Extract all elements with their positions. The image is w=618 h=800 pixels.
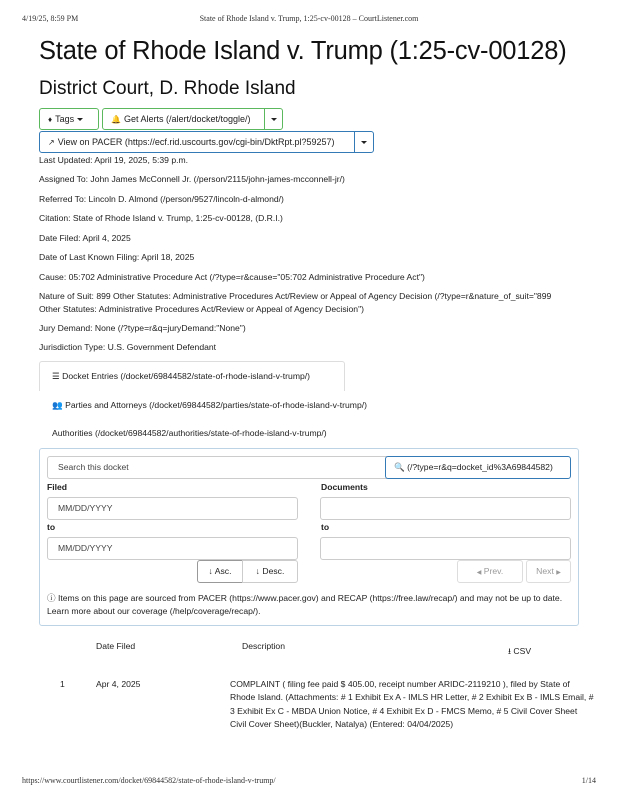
search-input[interactable] xyxy=(47,456,387,479)
next-page-button[interactable] xyxy=(526,560,571,583)
filed-label: Filed xyxy=(47,482,68,492)
documents-to-label: to xyxy=(321,522,330,532)
cause[interactable]: Cause: 05:702 Administrative Procedure Act (/?type=r&cause="05:702 Administrative Procedure Act") xyxy=(39,272,425,282)
documents-from-input[interactable] xyxy=(320,497,571,520)
date-placeholder: MM/DD/YYYY xyxy=(58,503,113,513)
tags-label: Tags xyxy=(55,114,75,124)
caret-left-icon: ◀ xyxy=(476,570,482,576)
print-title: State of Rhode Island v. Trump, 1:25-cv-00128 – CourtListener.com xyxy=(199,14,419,23)
date-filed: Date Filed: April 4, 2025 xyxy=(39,233,131,243)
coverage-notice xyxy=(47,592,572,618)
tab-docket-entries[interactable] xyxy=(52,371,310,382)
print-url: https://www.courtlistener.com/docket/69844582/state-of-rhode-island-v-trump/ xyxy=(22,776,276,785)
pacer-dropdown-toggle[interactable] xyxy=(354,131,374,153)
caret-right-icon: ▶ xyxy=(556,570,561,576)
filed-to-input[interactable] xyxy=(47,537,298,560)
list-icon: ☰ xyxy=(52,371,60,381)
csv-label: CSV xyxy=(513,646,532,656)
chevron-down-icon xyxy=(271,118,277,121)
date-placeholder: MM/DD/YYYY xyxy=(58,543,113,553)
referred-to[interactable]: Referred To: Lincoln D. Almond (/person/9527/lincoln-d-almond/) xyxy=(39,194,284,204)
tab-label: Docket Entries (/docket/69844582/state-of-rhode-island-v-trump/) xyxy=(62,371,311,381)
info-icon: ⓘ xyxy=(47,593,56,603)
print-datetime: 4/19/25, 8:59 PM xyxy=(22,14,79,23)
jurisdiction-type: Jurisdiction Type: U.S. Government Defendant xyxy=(39,342,217,352)
search-button[interactable] xyxy=(385,456,571,479)
entry-date: Apr 4, 2025 xyxy=(96,679,141,689)
sort-desc-button[interactable] xyxy=(242,560,298,583)
tab-authorities[interactable] xyxy=(52,428,327,438)
sort-asc-button[interactable] xyxy=(197,560,243,583)
chevron-down-icon xyxy=(77,118,83,121)
search-placeholder: Search this docket xyxy=(58,462,129,472)
desc-label: Desc. xyxy=(262,566,285,576)
asc-label: Asc. xyxy=(214,566,232,576)
tags-button[interactable] xyxy=(39,108,99,130)
assigned-to[interactable]: Assigned To: John James McConnell Jr. (/person/2115/john-james-mcconnell-jr/) xyxy=(39,174,345,184)
download-icon: ⭳ xyxy=(508,646,512,656)
tab-label: Authorities (/docket/69844582/authorities/state-of-rhode-island-v-trump/) xyxy=(52,428,327,438)
case-title: State of Rhode Island v. Trump (1:25-cv-00128) xyxy=(39,37,567,65)
tab-label: Parties and Attorneys (/docket/69844582/parties/state-of-rhode-island-v-trump/) xyxy=(65,400,367,410)
bell-icon: 🔔 xyxy=(111,115,121,124)
notice-text: Items on this page are sourced from PACER (https://www.pacer.gov) and RECAP (https://free.law/recap/) and may not be up to date. Learn more about our coverage (/help/coverage/recap/). xyxy=(47,593,563,616)
sort-asc-icon: ↓ xyxy=(208,566,213,576)
nature-of-suit[interactable]: Nature of Suit: 899 Other Statutes: Administrative Procedures Act/Review or Appeal of Agency Decision (/?type=r&nature_of_suit="899 Other Statutes: Administrative Procedures Act/Review or Appeal of Agency Decision") xyxy=(39,291,552,314)
filed-to-label: to xyxy=(47,522,56,532)
page-number: 1/14 xyxy=(581,776,596,785)
jury-demand[interactable]: Jury Demand: None (/?type=r&q=juryDemand:"None") xyxy=(39,323,246,333)
alerts-dropdown-toggle[interactable] xyxy=(264,108,283,130)
prev-label: Prev. xyxy=(483,566,504,576)
search-button-label: (/?type=r&q=docket_id%3A69844582) xyxy=(407,462,553,472)
documents-to-input[interactable] xyxy=(320,537,571,560)
citation: Citation: State of Rhode Island v. Trump, 1:25-cv-00128, (D.R.I.) xyxy=(39,213,283,223)
documents-label: Documents xyxy=(321,482,368,492)
last-known-filing: Date of Last Known Filing: April 18, 2025 xyxy=(39,252,195,262)
filed-from-input[interactable] xyxy=(47,497,298,520)
header-description: Description xyxy=(242,641,285,651)
prev-page-button[interactable] xyxy=(457,560,523,583)
search-icon: 🔍 xyxy=(394,462,405,472)
last-updated: Last Updated: April 19, 2025, 5:39 p.m. xyxy=(39,155,189,165)
csv-download-link[interactable] xyxy=(508,646,531,660)
alerts-label: Get Alerts (/alert/docket/toggle/) xyxy=(123,114,251,124)
court-name: District Court, D. Rhode Island xyxy=(39,78,296,99)
next-label: Next xyxy=(536,566,554,576)
chevron-down-icon xyxy=(361,141,367,144)
tag-icon: ♦ xyxy=(48,115,53,124)
pacer-label: View on PACER (https://ecf.rid.uscourts.gov/cgi-bin/DktRpt.pl?59257) xyxy=(57,137,335,147)
get-alerts-button[interactable] xyxy=(102,108,265,130)
tab-parties-attorneys[interactable] xyxy=(52,400,367,411)
entry-number[interactable]: 1 xyxy=(60,679,65,689)
header-date-filed: Date Filed xyxy=(96,641,136,651)
entry-description: COMPLAINT ( filing fee paid $ 405.00, receipt number ARIDC-2119210 ), filed by State of Rhode Island. (Attachments: # 1 Exhibit Ex A - IMLS HR Letter, # 2 Exhibit Ex B - IMLS Email, # 3 Exhibit Ex C - MBDA Union Notice, # 4 Exhibit Ex D - FMCS Memo, # 5 Civil Cover Sheet Civil Cover Sheet)(Buckler, Natalya) (Entered: 04/04/2025) xyxy=(230,679,594,729)
sort-desc-icon: ↓ xyxy=(255,566,260,576)
external-link-icon: ↗ xyxy=(48,138,55,147)
users-icon: 👥 xyxy=(52,400,63,410)
view-on-pacer-button[interactable] xyxy=(39,131,355,153)
